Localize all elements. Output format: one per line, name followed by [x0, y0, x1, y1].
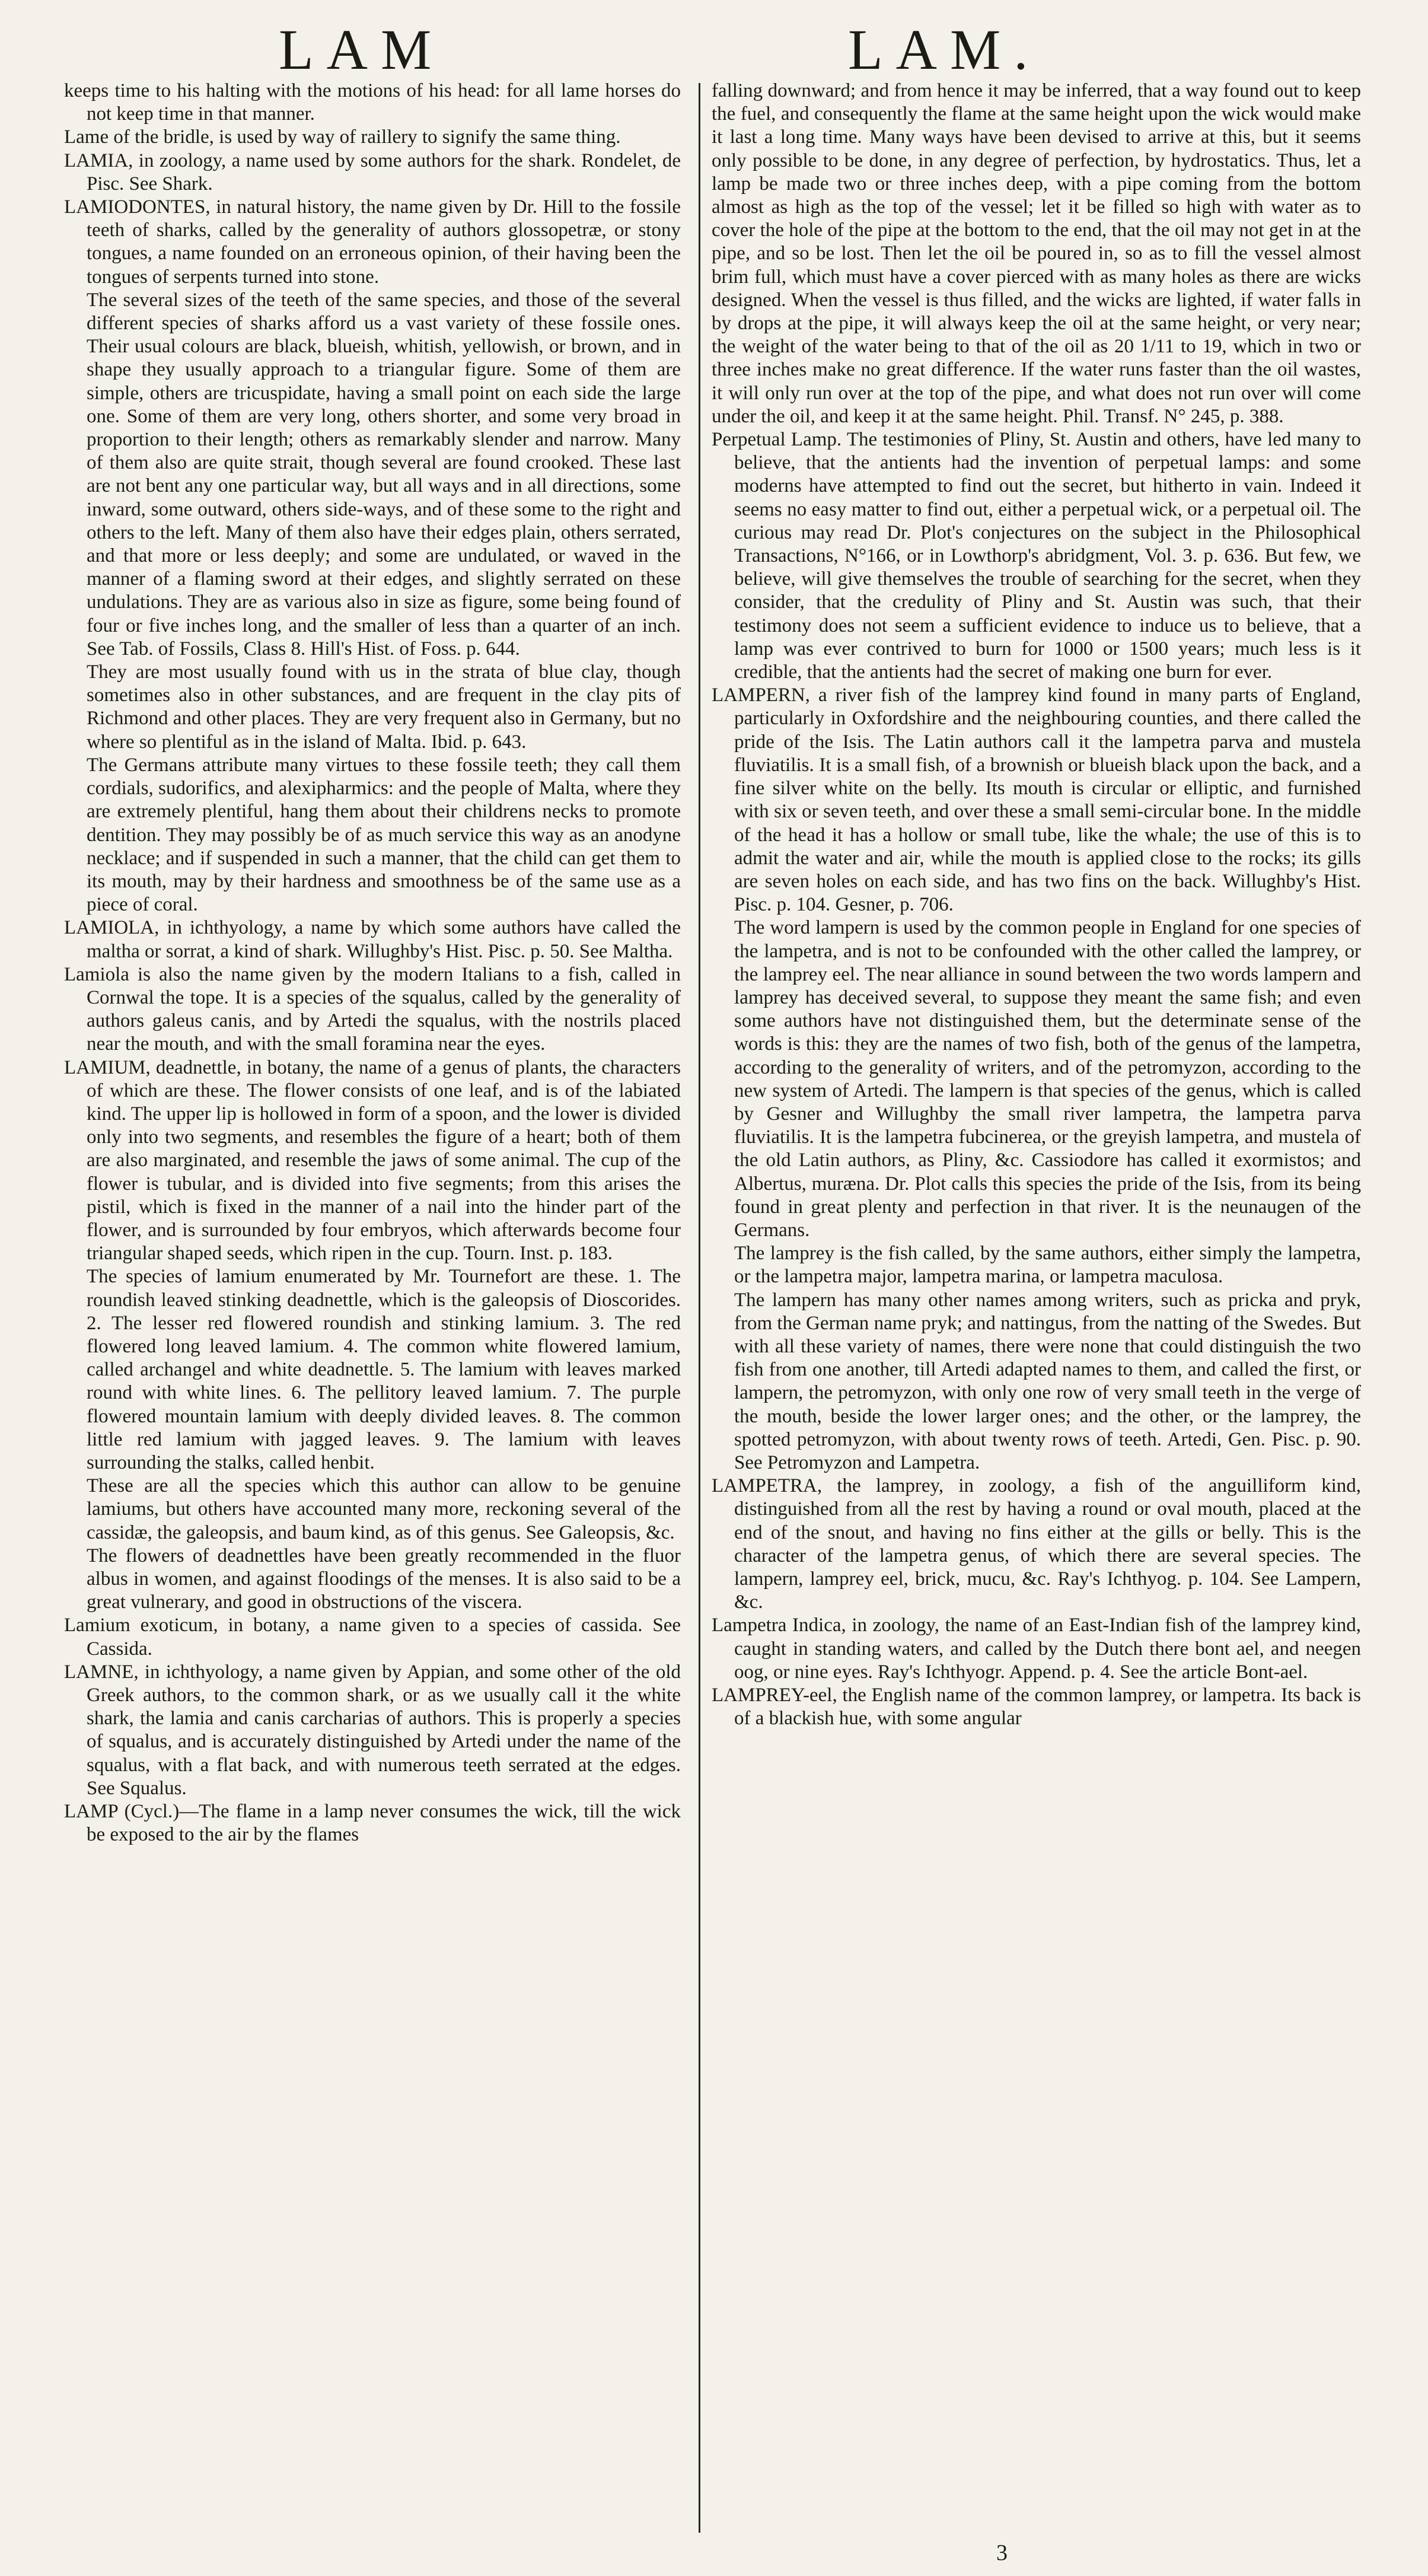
dictionary-entry: Lampetra Indica, in zoology, the name of an East-Indian fish of the lamprey kind, caught in standing waters, and called by the Dutch there bont ael, and neegen oog, or nine eyes. Ray's Ichthyogr. Append. p. 4. See the article Bont-ael. — [712, 1615, 1361, 1683]
dictionary-entry: LAMIUM, deadnettle, in botany, the name of a genus of plants, the characters of which are these. The flower consists of one leaf, and is of the labiated kind. The upper lip is hollowed in form of a spoon, and the lower is divided only into two segments, and resembles the figure of a heart; both of them are also marginated, and resemble the jaws of some animal. The cup of the flower is tubular, and is divided into five segments; from this arises the pistil, which is fixed in the manner of a nail into the hinder part of the flower, and is surrounded by four embryos, which afterwards become four triangular shaped seeds, which ripen in the cup. Tourn. Inst. p. 183. — [64, 1056, 681, 1265]
dictionary-entry: falling downward; and from hence it may be inferred, that a way found out to keep the fuel, and consequently the flame at the same height upon the wick would make it last a long time. Many ways have been devised to arrive at this, but it seems only possible to be done, in any degree of perfection, by hydrostatics. Thus, let a lamp be made two or three inches deep, with a pipe coming from the bottom almost as high as the top of the vessel; let it be filled so high with water as to cover the hole of the pipe at the bottom to the end, that the oil may not get in at the pipe, and so be lost. Then let the oil be poured in, so as to fill the vessel almost brim full, which must have a cover pierced with as many holes as there are wicks designed. When the vessel is thus filled, and the wicks are lighted, if water falls in by drops at the pipe, it will always keep the oil at the same height, or very near; the weight of the water being to that of the oil as 20 1/11 to 19, which in two or three inches make no great difference. If the water runs faster than the oil wastes, it will only run over at the top of the pipe, and what does not run over will come under the oil, and keep it at the same height. Phil. Transf. N° 245, p. 388. — [712, 80, 1361, 427]
running-head-right: LAM. — [848, 18, 1041, 81]
column-divider — [699, 83, 700, 2533]
dictionary-entry: LAMPETRA, the lamprey, in zoology, a fish of the anguilliform kind, distinguished from all the rest by having a round or oval mouth, placed at the end of the snout, and having no fins either at the gills or belly. This is the character of the lampetra genus, of which there are several species. The lampern, lamprey eel, brick, mucu, &c. Ray's Ichthyog. p. 104. See Lampern, &c. — [712, 1475, 1361, 1613]
dictionary-entry: LAMIA, in zoology, a name used by some authors for the shark. Rondelet, de Pisc. See Shark. — [64, 149, 681, 195]
dictionary-entry: LAMNE, in ichthyology, a name given by Appian, and some other of the old Greek authors, to the common shark, or as we usually call it the white shark, the lamia and canis carcharias of authors. This is properly a species of squalus, and is accurately distinguished by Artedi under the name of the squalus, with a flat back, and with numerous teeth serrated at the edges. See Squalus. — [64, 1661, 681, 1799]
dictionary-entry: Lame of the bridle, is used by way of raillery to signify the same thing. — [64, 126, 621, 148]
dictionary-entry: The Germans attribute many virtues to these fossile teeth; they call them cordials, sudorifics, and alexipharmics: and the people of Malta, where they are extremely plentiful, hang them about their childrens necks to promote dentition. They may possibly be of as much service this way as an anodyne necklace; and if suspended in such a manner, that the child can get them to its mouth, may by their hardness and smoothness be of the same use as a piece of coral. — [87, 754, 681, 916]
right-column — [712, 79, 1361, 2547]
dictionary-entry: These are all the species which this author can allow to be genuine lamiums, but others have accounted many more, reckoning several of the cassidæ, the galeopsis, and baum kind, as of this genus. See Galeopsis, &c. — [87, 1475, 681, 1543]
dictionary-entry: LAMIODONTES, in natural history, the name given by Dr. Hill to the fossile teeth of sharks, called by the generality of authors glossopetræ, or stony tongues, a name founded on an erroneous opinion, of their having been the tongues of serpents turned into stone. — [64, 196, 681, 288]
dictionary-entry: The several sizes of the teeth of the same species, and those of the several different species of sharks afford us a vast variety of these fossile ones. Their usual colours are black, blueish, whitish, yellowish, or brown, and in shape they usually approach to a triangular figure. Some of them are simple, others are tricuspidate, having a small point on each side the large one. Some of them are very long, others shorter, and some very broad in proportion to their length; others as remarkably slender and narrow. Many of them also are quite strait, though several are found crooked. These last are not bent any one particular way, but all ways and in all directions, some inward, some outward, others side-ways, and of these some to the right and others to the left. Many of them also have their edges plain, others serrated, and that more or less deeply; and some are undulated, or waved in the manner of a flaming sword at their edges, and slightly serrated on these undulations. They are as various also in size as figure, some being found of four or five inches long, and the smaller of less than a quarter of an inch. See Tab. of Fossils, Class 8. Hill's Hist. of Foss. p. 644. — [87, 289, 681, 660]
dictionary-entry: Lamiola is also the name given by the modern Italians to a fish, called in Cornwal the tope. It is a species of the squalus, called by the generality of authors galeus canis, and by Artedi the squalus, with the nostrils placed near the mouth, and with the small foramina near the eyes. — [64, 963, 681, 1055]
dictionary-entry: The word lampern is used by the common people in England for one species of the lampetra, and is not to be confounded with the other called the lamprey, or the lamprey eel. The near alliance in sound between the two words lampern and lamprey has deceived several, to suppose they meant the same fish; and even some authors have not distinguished them, but the determinate sense of the words is this: they are the names of two fish, both of the genus of the lampetra, according to the generality of writers, and of the petromyzon, according to the new system of Artedi. The lampern is that species of the genus, which is called by Gesner and Willughby the small river lampetra, the lampetra parva fluviatilis. It is the lampetra fubcinerea, or the greyish lampetra, and mustela of the old Latin authors, as Pliny, &c. Cassiodore has called it exormistos; and Albertus, muræna. Dr. Plot calls this species the pride of the Isis, from its being found in great plenty and perfection in that river. It is the neunaugen of the Germans. — [734, 917, 1361, 1241]
dictionary-entry: keeps time to his halting with the motions of his head: for all lame horses do not keep time in that manner. — [64, 80, 681, 125]
dictionary-entry: The lampern has many other names among writers, such as pricka and pryk, from the German name pryk; and nattingus, from the natting of the Swedes. But with all these variety of names, there were none that could distinguish the two fish from one another, till Artedi adapted names to them, and called the first, or lampern, the petromyzon, with only one row of very small teeth in the verge of the mouth, beside the lower larger ones; and the other, or the lamprey, the spotted petromyzon, with about twenty rows of teeth. Artedi, Gen. Pisc. p. 90. See Petromyzon and Lampetra. — [734, 1289, 1361, 1473]
signature-mark: 3 — [996, 2540, 1008, 2565]
dictionary-entry: They are most usually found with us in the strata of blue clay, though sometimes also in other substances, and are frequent in the clay pits of Richmond and other places. They are very frequent also in Germany, but no where so plentiful as in the island of Malta. Ibid. p. 643. — [87, 661, 681, 753]
dictionary-entry: The flowers of deadnettles have been greatly recommended in the fluor albus in women, and against floodings of the menses. It is also said to be a great vulnerary, and good in obstructions of the viscera. — [87, 1545, 681, 1613]
dictionary-entry: LAMIOLA, in ichthyology, a name by which some authors have called the maltha or sorrat, a kind of shark. Willughby's Hist. Pisc. p. 50. See Maltha. — [64, 917, 681, 962]
dictionary-entry: LAMPREY-eel, the English name of the common lamprey, or lampetra. Its back is of a blackish hue, with some angular — [712, 1685, 1361, 1730]
dictionary-entry: LAMPERN, a river fish of the lamprey kind found in many parts of England, particularly in Oxfordshire and the neighbouring counties, and there called the pride of the Isis. The Latin authors call it the lampetra parva and mustela fluviatilis. It is a small fish, of a brownish or blueish black upon the back, and a fine silver white on the belly. Its mouth is circular or elliptic, and furnished with six or seven teeth, and over these a small semi-circular bone. In the middle of the head it has a hollow or small tube, like the whale; the use of this is to admit the water and air, while the mouth is applied close to the rocks; its gills are seven holes on each side, and has two fins on the back. Willughby's Hist. Pisc. p. 104. Gesner, p. 706. — [712, 684, 1361, 916]
dictionary-entry: The lamprey is the fish called, by the same authors, either simply the lampetra, or the lampetra major, lampetra marina, or lampetra maculosa. — [734, 1243, 1361, 1288]
dictionary-entry: Lamium exoticum, in botany, a name given to a species of cassida. See Cassida. — [64, 1615, 681, 1660]
dictionary-entry: The species of lamium enumerated by Mr. Tournefort are these. 1. The roundish leaved stinking deadnettle, which is the galeopsis of Dioscorides. 2. The lesser red flowered roundish and stinking lamium. 3. The red flowered long leaved lamium. 4. The common white flowered lamium, called archangel and white deadnettle. 5. The lamium with leaves marked round with white lines. 6. The pellitory leaved lamium. 7. The purple flowered mountain lamium with deeply divided leaves. 8. The common little red lamium with jagged leaves. 9. The lamium with leaves surrounding the stalks, called henbit. — [87, 1266, 681, 1473]
left-column — [64, 79, 681, 2547]
dictionary-entry: Perpetual Lamp. The testimonies of Pliny, St. Austin and others, have led many to believe, that the antients had the invention of perpetual lamps: and some moderns have attempted to find out the secret, but hitherto in vain. Indeed it seems no easy matter to find out, either a perpetual wick, or a perpetual oil. The curious may read Dr. Plot's conjectures on the subject in the Philosophical Transactions, N°166, or in Lowthorp's abridgment, Vol. 3. p. 636. But few, we believe, will give themselves the trouble of searching for the secret, when they consider, that the credulity of Pliny and St. Austin was such, that their testimony does not seem a sufficient evidence to induce us to believe, that a lamp was ever contrived to burn for 1000 or 1500 years; much less is it credible, that the antients had the secret of making one burn for ever. — [712, 429, 1361, 683]
running-head-left: LAM — [279, 18, 445, 81]
dictionary-entry: LAMP (Cycl.)—The flame in a lamp never consumes the wick, till the wick be exposed to the air by the flames — [64, 1801, 681, 1846]
